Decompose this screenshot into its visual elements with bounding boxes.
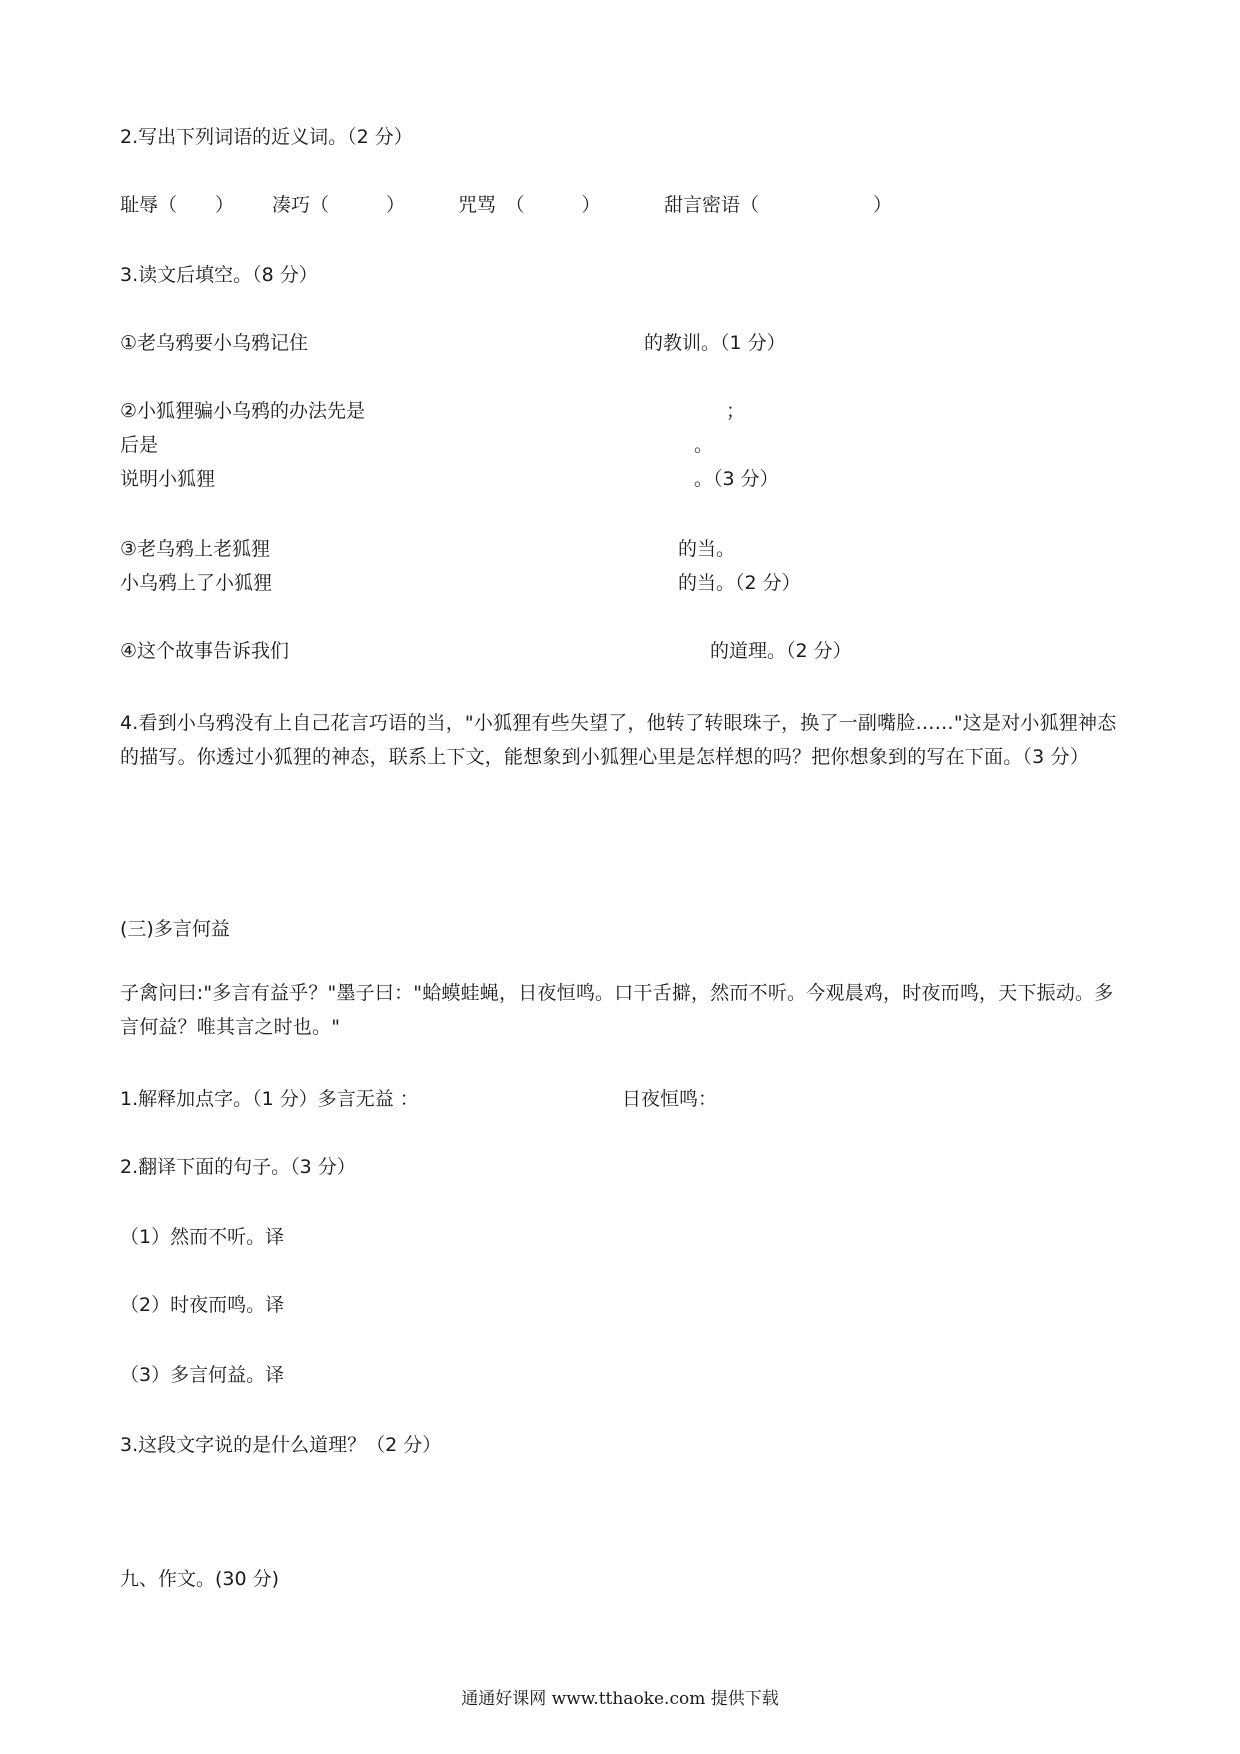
synonym-item-2: 凑巧（ ）	[272, 194, 406, 216]
fill-q1-end: 的教训。（1 分）	[644, 332, 786, 354]
fill-q4-end: 的道理。（2 分）	[710, 640, 852, 662]
section-3-title: 3.读文后填空。（8 分）	[120, 264, 318, 286]
fill-q2-explain: 说明小狐狸	[120, 468, 216, 490]
part3-q1-start: 1.解释加点字。（1 分）多言无益 ：	[120, 1088, 419, 1110]
section-4-question: 4.看到小乌鸦没有上自己花言巧语的当，"小狐狸有些失望了，他转了转眼珠子，换了一副嘴脸……"这是对小狐狸神态的描写。你透过小狐狸的神态，联系上下文，能想象到小狐狸心里是怎样想的吗？把你想象到的写在下面。（3 分）	[120, 712, 1117, 768]
footer-text: 通通好课网 www.tthaoke.com 提供下载	[461, 1689, 779, 1709]
fill-q3-end: 的当。（2 分）	[678, 572, 801, 594]
part3-q3: 3.这段文字说的是什么道理？（2 分）	[120, 1434, 442, 1456]
fill-q2-period: 。	[694, 434, 714, 456]
classical-passage: 子禽问曰:"多言有益乎？"墨子曰："蛤蟆蛙蝇，日夜恒鸣。口干舌擗，然而不听。今观晨鸡，时夜而鸣，天下振动。多言何益？唯其言之时也。"	[120, 982, 1114, 1038]
synonym-item-3: 咒骂 （ ）	[458, 194, 601, 216]
section-2-title: 2.写出下列词语的近义词。（2 分）	[120, 126, 413, 148]
part-9-heading: 九、作文。(30 分)	[120, 1568, 280, 1590]
fill-q3-start: ③老乌鸦上老狐狸	[120, 538, 271, 560]
fill-q2-then: 后是	[120, 434, 159, 456]
part3-q1-end: 日夜恒鸣：	[622, 1088, 718, 1110]
part-3-heading: (三)多言何益	[120, 918, 230, 940]
translate-item-2: （2）时夜而鸣。译	[120, 1294, 285, 1316]
fill-q2-end: 。（3 分）	[694, 468, 779, 490]
fill-q3-mid: 的当。	[678, 538, 736, 560]
translate-item-1: （1）然而不听。译	[120, 1226, 285, 1248]
fill-q2-start: ②小狐狸骗小乌鸦的办法先是	[120, 400, 366, 422]
fill-q3-line2: 小乌鸦上了小狐狸	[120, 572, 273, 594]
synonym-item-4: 甜言密语（ ）	[664, 194, 893, 216]
fill-q2-semicolon: ；	[726, 400, 746, 422]
translate-item-3: （3）多言何益。译	[120, 1364, 285, 1386]
fill-q4-start: ④这个故事告诉我们	[120, 640, 290, 662]
fill-q1-start: ①老乌鸦要小乌鸦记住	[120, 332, 309, 354]
part3-q2-title: 2.翻译下面的句子。（3 分）	[120, 1156, 356, 1178]
synonym-item-1: 耻辱（ ）	[120, 194, 235, 216]
